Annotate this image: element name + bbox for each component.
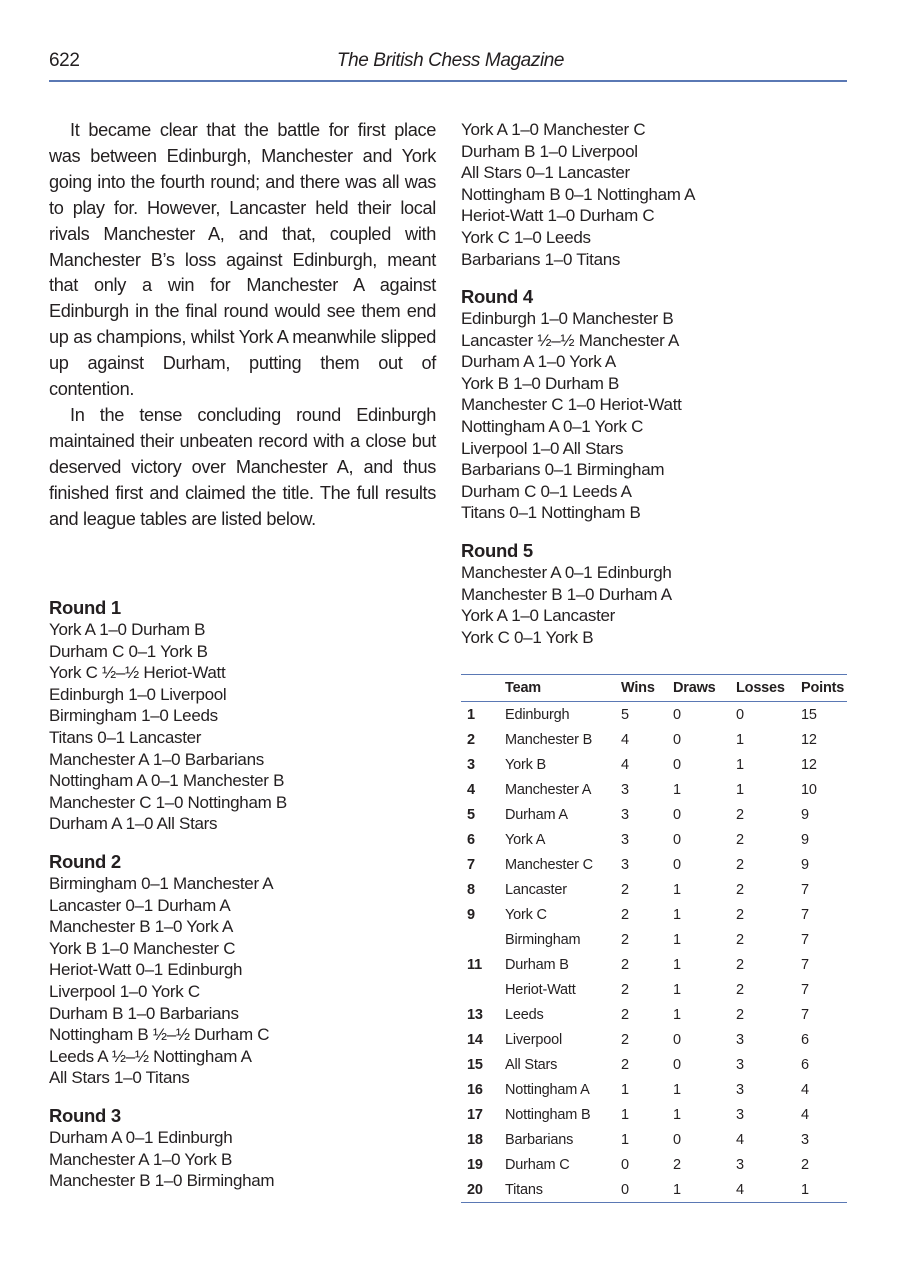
match-result: Lancaster ½–½ Manchester A bbox=[461, 330, 680, 350]
running-header-title: The British Chess Magazine bbox=[336, 50, 565, 71]
round-heading: Round 3 bbox=[49, 1105, 121, 1126]
wins-cell: 1 bbox=[621, 1106, 629, 1123]
table-row bbox=[461, 777, 847, 802]
team-cell: Birmingham bbox=[505, 931, 581, 948]
draws-cell: 0 bbox=[673, 1131, 681, 1148]
match-result: All Stars 1–0 Titans bbox=[49, 1068, 190, 1088]
rank-cell: 18 bbox=[467, 1131, 483, 1148]
losses-cell: 2 bbox=[736, 1006, 744, 1023]
match-result: Durham A 1–0 York A bbox=[461, 352, 616, 372]
losses-cell: 2 bbox=[736, 856, 744, 873]
match-result: Titans 0–1 Nottingham B bbox=[461, 503, 641, 523]
column-header: Draws bbox=[673, 675, 736, 702]
round-heading: Round 2 bbox=[49, 851, 121, 872]
rank-cell: 5 bbox=[467, 806, 475, 823]
team-cell: York B bbox=[505, 756, 546, 773]
column-header: Points bbox=[801, 675, 847, 702]
draws-cell: 2 bbox=[673, 1156, 681, 1173]
round-heading: Round 1 bbox=[49, 597, 121, 618]
wins-cell: 4 bbox=[621, 731, 629, 748]
header-rule bbox=[49, 80, 847, 82]
points-cell: 1 bbox=[801, 1181, 809, 1198]
team-cell: Nottingham B bbox=[505, 1106, 591, 1123]
points-cell: 7 bbox=[801, 956, 809, 973]
draws-cell: 0 bbox=[673, 1056, 681, 1073]
points-cell: 6 bbox=[801, 1056, 809, 1073]
team-cell: Liverpool bbox=[505, 1031, 563, 1048]
match-result: York A 1–0 Durham B bbox=[49, 620, 206, 639]
draws-cell: 1 bbox=[673, 881, 681, 898]
team-cell: Titans bbox=[505, 1181, 543, 1198]
wins-cell: 5 bbox=[621, 706, 629, 723]
wins-cell: 0 bbox=[621, 1156, 629, 1173]
losses-cell: 2 bbox=[736, 881, 744, 898]
losses-cell: 3 bbox=[736, 1106, 744, 1123]
points-cell: 6 bbox=[801, 1031, 809, 1048]
team-cell: Durham C bbox=[505, 1156, 570, 1173]
losses-cell: 3 bbox=[736, 1081, 744, 1098]
column-header: Losses bbox=[736, 675, 801, 702]
match-result: York C 0–1 York B bbox=[461, 627, 594, 647]
points-cell: 4 bbox=[801, 1106, 809, 1123]
match-result: Manchester B 1–0 Birmingham bbox=[49, 1171, 275, 1191]
league-table bbox=[461, 674, 847, 1203]
draws-cell: 1 bbox=[673, 981, 681, 998]
wins-cell: 0 bbox=[621, 1181, 629, 1198]
match-result: York B 1–0 Durham B bbox=[461, 373, 620, 393]
points-cell: 3 bbox=[801, 1131, 809, 1148]
wins-cell: 2 bbox=[621, 1006, 629, 1023]
points-cell: 9 bbox=[801, 806, 809, 823]
draws-cell: 1 bbox=[673, 1181, 681, 1198]
draws-cell: 1 bbox=[673, 931, 681, 948]
draws-cell: 1 bbox=[673, 781, 681, 798]
points-cell: 7 bbox=[801, 931, 809, 948]
rank-cell: 6 bbox=[467, 831, 475, 848]
wins-cell: 1 bbox=[621, 1131, 629, 1148]
team-cell: Durham A bbox=[505, 806, 568, 823]
rank-cell: 17 bbox=[467, 1106, 483, 1123]
losses-cell: 2 bbox=[736, 806, 744, 823]
losses-cell: 4 bbox=[736, 1181, 744, 1198]
table-row bbox=[461, 1002, 847, 1027]
points-cell: 15 bbox=[801, 706, 817, 723]
draws-cell: 0 bbox=[673, 831, 681, 848]
match-result: Liverpool 1–0 All Stars bbox=[461, 438, 624, 458]
wins-cell: 2 bbox=[621, 881, 629, 898]
table-row bbox=[461, 1027, 847, 1052]
round-1-section bbox=[49, 597, 436, 835]
points-cell: 7 bbox=[801, 981, 809, 998]
team-cell: Lancaster bbox=[505, 881, 567, 898]
team-cell: Manchester B bbox=[505, 731, 593, 748]
losses-cell: 2 bbox=[736, 931, 744, 948]
match-result: All Stars 0–1 Lancaster bbox=[461, 163, 630, 183]
table-row bbox=[461, 727, 847, 752]
column-header: Wins bbox=[621, 675, 673, 702]
article-body bbox=[49, 118, 436, 533]
losses-cell: 3 bbox=[736, 1156, 744, 1173]
wins-cell: 3 bbox=[621, 831, 629, 848]
losses-cell: 2 bbox=[736, 956, 744, 973]
losses-cell: 3 bbox=[736, 1056, 744, 1073]
rank-cell: 11 bbox=[467, 956, 482, 973]
wins-cell: 3 bbox=[621, 856, 629, 873]
wins-cell: 4 bbox=[621, 756, 629, 773]
table-row bbox=[461, 1177, 847, 1203]
rank-cell: 19 bbox=[467, 1156, 483, 1173]
losses-cell: 0 bbox=[736, 706, 744, 723]
match-result: Edinburgh 1–0 Manchester B bbox=[461, 309, 674, 328]
match-result: Manchester B 1–0 York A bbox=[49, 917, 234, 937]
rank-cell: 20 bbox=[467, 1181, 483, 1198]
wins-cell: 2 bbox=[621, 981, 629, 998]
rank-cell: 1 bbox=[467, 706, 475, 723]
match-result: Durham A 0–1 Edinburgh bbox=[49, 1128, 233, 1147]
rank-cell: 13 bbox=[467, 1006, 483, 1023]
table-row bbox=[461, 1127, 847, 1152]
table-row bbox=[461, 977, 847, 1002]
round-heading: Round 5 bbox=[461, 540, 533, 561]
points-cell: 7 bbox=[801, 906, 809, 923]
rank-cell: 15 bbox=[467, 1056, 483, 1073]
losses-cell: 2 bbox=[736, 831, 744, 848]
match-result: Birmingham 1–0 Leeds bbox=[49, 706, 218, 726]
match-result: Durham B 1–0 Barbarians bbox=[49, 1003, 239, 1023]
rank-cell bbox=[461, 927, 505, 952]
team-cell: Durham B bbox=[505, 956, 569, 973]
losses-cell: 3 bbox=[736, 1031, 744, 1048]
points-cell: 7 bbox=[801, 1006, 809, 1023]
match-result: Durham C 0–1 Leeds A bbox=[461, 481, 632, 501]
rank-cell: 3 bbox=[467, 756, 475, 773]
losses-cell: 2 bbox=[736, 981, 744, 998]
match-result: Manchester C 1–0 Nottingham B bbox=[49, 792, 287, 812]
match-result: York C ½–½ Heriot-Watt bbox=[49, 663, 226, 683]
round-5-section bbox=[461, 540, 847, 648]
team-cell: Heriot-Watt bbox=[505, 981, 576, 998]
points-cell: 9 bbox=[801, 856, 809, 873]
table-row bbox=[461, 752, 847, 777]
table-row bbox=[461, 1052, 847, 1077]
match-result: Titans 0–1 Lancaster bbox=[49, 727, 202, 747]
round-3-section bbox=[49, 1105, 436, 1192]
draws-cell: 0 bbox=[673, 1031, 681, 1048]
match-result: Manchester C 1–0 Heriot-Watt bbox=[461, 395, 682, 415]
table-row bbox=[461, 702, 847, 728]
losses-cell: 4 bbox=[736, 1131, 744, 1148]
match-result: Manchester A 0–1 Edinburgh bbox=[461, 563, 672, 582]
table-row bbox=[461, 1102, 847, 1127]
rank-cell: 4 bbox=[467, 781, 475, 798]
table-row bbox=[461, 802, 847, 827]
draws-cell: 1 bbox=[673, 1081, 681, 1098]
match-result: Durham A 1–0 All Stars bbox=[49, 814, 218, 834]
rank-cell: 14 bbox=[467, 1031, 483, 1048]
team-cell: Manchester C bbox=[505, 856, 593, 873]
match-result: Barbarians 1–0 Titans bbox=[461, 249, 621, 269]
match-result: Nottingham A 0–1 Manchester B bbox=[49, 771, 285, 791]
table-row bbox=[461, 827, 847, 852]
team-cell: Edinburgh bbox=[505, 706, 570, 723]
match-result: York A 1–0 Lancaster bbox=[461, 606, 616, 626]
match-result: York B 1–0 Manchester C bbox=[49, 938, 236, 958]
losses-cell: 1 bbox=[736, 731, 744, 748]
match-result: Nottingham A 0–1 York C bbox=[461, 416, 644, 436]
match-result: Leeds A ½–½ Nottingham A bbox=[49, 1046, 252, 1066]
team-cell: Leeds bbox=[505, 1006, 544, 1023]
wins-cell: 2 bbox=[621, 931, 629, 948]
wins-cell: 3 bbox=[621, 781, 629, 798]
match-result: Nottingham B ½–½ Durham C bbox=[49, 1025, 270, 1045]
table-header-row bbox=[461, 675, 847, 702]
team-cell: York C bbox=[505, 906, 547, 923]
draws-cell: 0 bbox=[673, 706, 681, 723]
round-3-continued bbox=[461, 119, 847, 270]
match-result: Edinburgh 1–0 Liverpool bbox=[49, 684, 227, 704]
team-cell: Manchester A bbox=[505, 781, 592, 798]
draws-cell: 1 bbox=[673, 1006, 681, 1023]
match-result: Manchester B 1–0 Durham A bbox=[461, 584, 672, 604]
points-cell: 4 bbox=[801, 1081, 809, 1098]
match-result: Durham C 0–1 York B bbox=[49, 641, 208, 661]
table-row bbox=[461, 1152, 847, 1177]
rank-cell: 16 bbox=[467, 1081, 483, 1098]
table-row bbox=[461, 877, 847, 902]
table-row bbox=[461, 952, 847, 977]
rank-cell bbox=[461, 977, 505, 1002]
page-number: 622 bbox=[49, 50, 80, 71]
points-cell: 9 bbox=[801, 831, 809, 848]
losses-cell: 1 bbox=[736, 756, 744, 773]
wins-cell: 1 bbox=[621, 1081, 629, 1098]
table-row bbox=[461, 902, 847, 927]
round-4-section bbox=[461, 286, 847, 524]
paragraph: It became clear that the battle for first place was between Edinburgh, Manchester and York going into the fourth round; and there was all was to play for. However, Lancaster held their local rivals Manchester A, and that, coupled with Manchester B’s loss against Edinburgh, meant that only a win for Manchester A against Edinburgh in the final round would see them end up as champions, whilst York A meanwhile slipped up against Durham, putting them out of contention. bbox=[49, 120, 436, 400]
points-cell: 2 bbox=[801, 1156, 809, 1173]
round-2-section bbox=[49, 851, 436, 1089]
draws-cell: 0 bbox=[673, 731, 681, 748]
match-result: Manchester A 1–0 York B bbox=[49, 1149, 233, 1169]
paragraph: In the tense concluding round Edinburgh maintained their unbeaten record with a close but deserved victory over Manchester A, and thus finished first and claimed the title. The full results and league tables are listed below. bbox=[49, 404, 436, 529]
match-result: York A 1–0 Manchester C bbox=[461, 120, 646, 139]
points-cell: 12 bbox=[801, 756, 817, 773]
wins-cell: 2 bbox=[621, 1056, 629, 1073]
wins-cell: 2 bbox=[621, 1031, 629, 1048]
losses-cell: 1 bbox=[736, 781, 744, 798]
match-result: Lancaster 0–1 Durham A bbox=[49, 895, 231, 915]
match-result: Liverpool 1–0 York C bbox=[49, 981, 200, 1001]
match-result: Manchester A 1–0 Barbarians bbox=[49, 749, 264, 769]
table-row bbox=[461, 852, 847, 877]
column-header bbox=[461, 675, 505, 702]
draws-cell: 1 bbox=[673, 906, 681, 923]
team-cell: York A bbox=[505, 831, 546, 848]
table-row bbox=[461, 1077, 847, 1102]
wins-cell: 2 bbox=[621, 906, 629, 923]
match-result: Heriot-Watt 0–1 Edinburgh bbox=[49, 960, 243, 980]
match-result: Durham B 1–0 Liverpool bbox=[461, 141, 638, 161]
match-result: Nottingham B 0–1 Nottingham A bbox=[461, 184, 696, 204]
match-result: Barbarians 0–1 Birmingham bbox=[461, 460, 665, 480]
table-row bbox=[461, 927, 847, 952]
column-header: Team bbox=[505, 675, 621, 702]
draws-cell: 1 bbox=[673, 1106, 681, 1123]
team-cell: Barbarians bbox=[505, 1131, 574, 1148]
wins-cell: 3 bbox=[621, 806, 629, 823]
match-result: York C 1–0 Leeds bbox=[461, 227, 591, 247]
team-cell: Nottingham A bbox=[505, 1081, 590, 1098]
draws-cell: 0 bbox=[673, 756, 681, 773]
match-result: Birmingham 0–1 Manchester A bbox=[49, 874, 274, 893]
points-cell: 10 bbox=[801, 781, 817, 798]
rank-cell: 8 bbox=[467, 881, 475, 898]
wins-cell: 2 bbox=[621, 956, 629, 973]
losses-cell: 2 bbox=[736, 906, 744, 923]
draws-cell: 0 bbox=[673, 806, 681, 823]
points-cell: 7 bbox=[801, 881, 809, 898]
rank-cell: 2 bbox=[467, 731, 475, 748]
team-cell: All Stars bbox=[505, 1056, 558, 1073]
rank-cell: 9 bbox=[467, 906, 475, 923]
match-result: Heriot-Watt 1–0 Durham C bbox=[461, 206, 655, 226]
draws-cell: 0 bbox=[673, 856, 681, 873]
draws-cell: 1 bbox=[673, 956, 681, 973]
rank-cell: 7 bbox=[467, 856, 475, 873]
round-heading: Round 4 bbox=[461, 286, 533, 307]
points-cell: 12 bbox=[801, 731, 817, 748]
